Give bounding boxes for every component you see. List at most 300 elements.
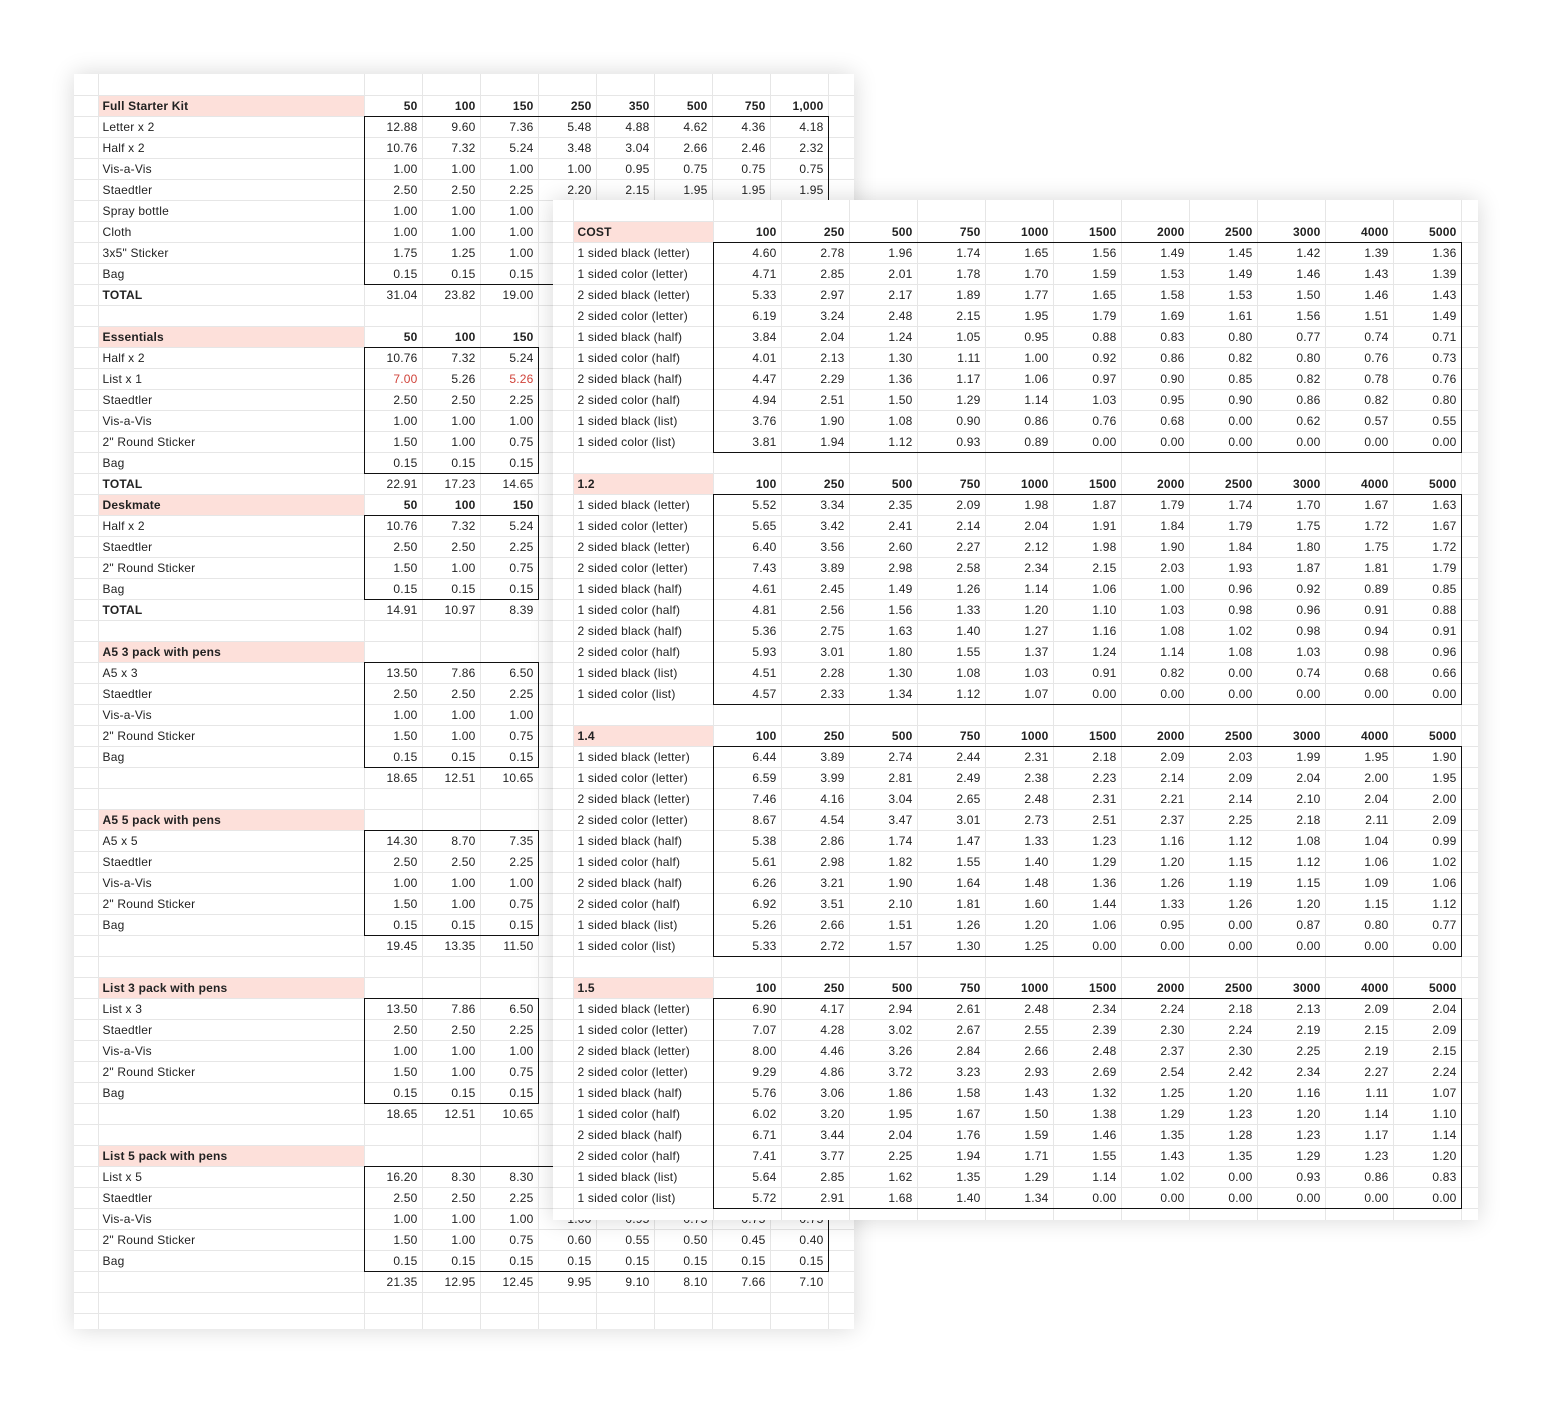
value-cell[interactable]: 0.89 <box>1325 578 1393 599</box>
value-cell[interactable]: 2.50 <box>364 1187 422 1208</box>
value-cell[interactable]: 2.18 <box>1053 746 1121 767</box>
value-cell[interactable]: 1.47 <box>917 830 985 851</box>
value-cell[interactable]: 0.15 <box>770 1250 828 1271</box>
value-cell[interactable]: 1.08 <box>849 410 917 431</box>
empty-cell[interactable] <box>74 242 98 263</box>
column-header[interactable]: 100 <box>422 326 480 347</box>
empty-cell[interactable] <box>985 704 1053 725</box>
empty-cell[interactable] <box>1053 704 1121 725</box>
empty-cell[interactable] <box>1121 704 1189 725</box>
empty-cell[interactable] <box>828 1250 854 1271</box>
column-header[interactable]: 3000 <box>1257 725 1325 746</box>
empty-cell[interactable] <box>74 158 98 179</box>
value-cell[interactable]: 1.95 <box>712 179 770 200</box>
value-cell[interactable]: 2.01 <box>849 263 917 284</box>
value-cell[interactable]: 2.17 <box>849 284 917 305</box>
empty-cell[interactable] <box>770 74 828 95</box>
column-header[interactable]: 150 <box>480 95 538 116</box>
value-cell[interactable]: 1.23 <box>1053 830 1121 851</box>
value-cell[interactable]: 5.36 <box>713 620 781 641</box>
value-cell[interactable]: 1.02 <box>1121 1166 1189 1187</box>
value-cell[interactable]: 5.38 <box>713 830 781 851</box>
value-cell[interactable]: 2.74 <box>849 746 917 767</box>
empty-cell[interactable] <box>553 494 573 515</box>
total-value[interactable]: 19.45 <box>364 935 422 956</box>
total-value[interactable]: 12.51 <box>422 767 480 788</box>
value-cell[interactable]: 5.26 <box>480 368 538 389</box>
value-cell[interactable]: 1.50 <box>849 389 917 410</box>
empty-cell[interactable] <box>1461 1166 1478 1187</box>
value-cell[interactable]: 8.00 <box>713 1040 781 1061</box>
value-cell[interactable]: 1.14 <box>1121 641 1189 662</box>
value-cell[interactable]: 3.48 <box>538 137 596 158</box>
value-cell[interactable]: 0.00 <box>1189 683 1257 704</box>
value-cell[interactable]: 1.00 <box>422 1229 480 1250</box>
value-cell[interactable]: 1.50 <box>364 1229 422 1250</box>
column-header[interactable]: 4000 <box>1325 473 1393 494</box>
value-cell[interactable]: 1.19 <box>1189 872 1257 893</box>
value-cell[interactable]: 0.86 <box>985 410 1053 431</box>
item-label[interactable]: Half x 2 <box>98 137 364 158</box>
value-cell[interactable]: 2.25 <box>480 179 538 200</box>
empty-cell[interactable] <box>553 767 573 788</box>
value-cell[interactable]: 5.52 <box>713 494 781 515</box>
item-label[interactable]: Vis-a-Vis <box>98 410 364 431</box>
value-cell[interactable]: 0.91 <box>1393 620 1461 641</box>
empty-cell[interactable] <box>74 494 98 515</box>
value-cell[interactable]: 0.80 <box>1325 914 1393 935</box>
value-cell[interactable]: 2.50 <box>422 851 480 872</box>
empty-cell[interactable] <box>849 1208 917 1220</box>
empty-cell[interactable] <box>917 1208 985 1220</box>
value-cell[interactable]: 1.00 <box>538 158 596 179</box>
total-value[interactable]: 22.91 <box>364 473 422 494</box>
value-cell[interactable]: 0.00 <box>1053 431 1121 452</box>
empty-cell[interactable] <box>553 1040 573 1061</box>
empty-cell[interactable] <box>596 74 654 95</box>
value-cell[interactable]: 1.84 <box>1121 515 1189 536</box>
value-cell[interactable]: 0.00 <box>1121 683 1189 704</box>
empty-cell[interactable] <box>553 641 573 662</box>
value-cell[interactable]: 1.17 <box>917 368 985 389</box>
value-cell[interactable]: 0.98 <box>1189 599 1257 620</box>
total-value[interactable]: 19.00 <box>480 284 538 305</box>
value-cell[interactable]: 1.48 <box>985 872 1053 893</box>
empty-cell[interactable] <box>553 1103 573 1124</box>
empty-cell[interactable] <box>828 1292 854 1313</box>
value-cell[interactable]: 1.43 <box>1393 284 1461 305</box>
value-cell[interactable]: 2.85 <box>781 1166 849 1187</box>
value-cell[interactable]: 13.50 <box>364 998 422 1019</box>
total-value[interactable]: 8.10 <box>654 1271 712 1292</box>
value-cell[interactable]: 1.63 <box>849 620 917 641</box>
empty-cell[interactable] <box>74 935 98 956</box>
total-value[interactable]: 11.50 <box>480 935 538 956</box>
value-cell[interactable]: 2.29 <box>781 368 849 389</box>
value-cell[interactable]: 13.50 <box>364 662 422 683</box>
value-cell[interactable]: 0.00 <box>1393 683 1461 704</box>
value-cell[interactable]: 0.95 <box>1121 389 1189 410</box>
value-cell[interactable]: 0.98 <box>1325 641 1393 662</box>
value-cell[interactable]: 1.06 <box>1393 872 1461 893</box>
value-cell[interactable]: 0.96 <box>1189 578 1257 599</box>
value-cell[interactable]: 2.34 <box>1053 998 1121 1019</box>
value-cell[interactable]: 2.24 <box>1189 1019 1257 1040</box>
value-cell[interactable]: 1.98 <box>1053 536 1121 557</box>
value-cell[interactable]: 1.00 <box>422 725 480 746</box>
value-cell[interactable]: 3.89 <box>781 557 849 578</box>
value-cell[interactable]: 1.00 <box>422 1208 480 1229</box>
section-title[interactable]: Deskmate <box>98 494 364 515</box>
value-cell[interactable]: 2.00 <box>1393 788 1461 809</box>
empty-cell[interactable] <box>422 788 480 809</box>
value-cell[interactable]: 2.09 <box>1121 746 1189 767</box>
value-cell[interactable]: 1.40 <box>985 851 1053 872</box>
value-cell[interactable]: 1.26 <box>917 578 985 599</box>
empty-cell[interactable] <box>1461 998 1478 1019</box>
item-label[interactable]: 1 sided black (half) <box>573 578 713 599</box>
empty-cell[interactable] <box>985 452 1053 473</box>
value-cell[interactable]: 0.98 <box>1257 620 1325 641</box>
empty-cell[interactable] <box>985 200 1053 221</box>
value-cell[interactable]: 2.78 <box>781 242 849 263</box>
total-value[interactable]: 10.65 <box>480 1103 538 1124</box>
empty-cell[interactable] <box>1461 1187 1478 1208</box>
empty-cell[interactable] <box>1257 1208 1325 1220</box>
value-cell[interactable]: 0.75 <box>480 557 538 578</box>
value-cell[interactable]: 1.40 <box>917 1187 985 1208</box>
empty-cell[interactable] <box>573 200 713 221</box>
value-cell[interactable]: 1.98 <box>985 494 1053 515</box>
value-cell[interactable]: 3.77 <box>781 1145 849 1166</box>
item-label[interactable]: 1 sided black (list) <box>573 662 713 683</box>
value-cell[interactable]: 1.16 <box>1121 830 1189 851</box>
value-cell[interactable]: 0.00 <box>1393 935 1461 956</box>
value-cell[interactable]: 5.93 <box>713 641 781 662</box>
total-label[interactable]: TOTAL <box>98 284 364 305</box>
value-cell[interactable]: 0.50 <box>654 1229 712 1250</box>
value-cell[interactable]: 2.09 <box>1189 767 1257 788</box>
value-cell[interactable]: 6.40 <box>713 536 781 557</box>
value-cell[interactable]: 3.44 <box>781 1124 849 1145</box>
empty-cell[interactable] <box>480 977 538 998</box>
column-header[interactable]: 500 <box>849 725 917 746</box>
column-header[interactable]: 1500 <box>1053 473 1121 494</box>
empty-cell[interactable] <box>480 74 538 95</box>
value-cell[interactable]: 2.44 <box>917 746 985 767</box>
value-cell[interactable]: 1.39 <box>1393 263 1461 284</box>
empty-cell[interactable] <box>712 1292 770 1313</box>
value-cell[interactable]: 0.86 <box>1257 389 1325 410</box>
empty-cell[interactable] <box>1257 200 1325 221</box>
value-cell[interactable]: 3.06 <box>781 1082 849 1103</box>
value-cell[interactable]: 2.23 <box>1053 767 1121 788</box>
value-cell[interactable]: 0.77 <box>1393 914 1461 935</box>
empty-cell[interactable] <box>74 599 98 620</box>
total-value[interactable]: 9.10 <box>596 1271 654 1292</box>
value-cell[interactable]: 1.94 <box>781 431 849 452</box>
value-cell[interactable]: 1.30 <box>917 935 985 956</box>
item-label[interactable]: Staedtler <box>98 851 364 872</box>
value-cell[interactable]: 2.41 <box>849 515 917 536</box>
empty-cell[interactable] <box>1461 620 1478 641</box>
value-cell[interactable]: 2.09 <box>1393 809 1461 830</box>
item-label[interactable]: Bag <box>98 452 364 473</box>
value-cell[interactable]: 1.95 <box>849 1103 917 1124</box>
value-cell[interactable]: 1.38 <box>1053 1103 1121 1124</box>
item-label[interactable]: 1 sided black (list) <box>573 914 713 935</box>
empty-cell[interactable] <box>364 788 422 809</box>
value-cell[interactable]: 1.26 <box>1189 893 1257 914</box>
value-cell[interactable]: 0.66 <box>1393 662 1461 683</box>
empty-cell[interactable] <box>553 1061 573 1082</box>
value-cell[interactable]: 0.94 <box>1325 620 1393 641</box>
empty-cell[interactable] <box>553 452 573 473</box>
empty-cell[interactable] <box>553 200 573 221</box>
value-cell[interactable]: 0.15 <box>480 746 538 767</box>
value-cell[interactable]: 2.50 <box>422 179 480 200</box>
value-cell[interactable]: 1.34 <box>849 683 917 704</box>
value-cell[interactable]: 3.01 <box>781 641 849 662</box>
value-cell[interactable]: 1.20 <box>1189 1082 1257 1103</box>
value-cell[interactable]: 2.50 <box>422 1187 480 1208</box>
empty-cell[interactable] <box>1461 536 1478 557</box>
value-cell[interactable]: 0.00 <box>1325 935 1393 956</box>
column-header[interactable]: 2000 <box>1121 473 1189 494</box>
value-cell[interactable]: 4.81 <box>713 599 781 620</box>
value-cell[interactable]: 2.50 <box>364 683 422 704</box>
value-cell[interactable]: 1.65 <box>1053 284 1121 305</box>
value-cell[interactable]: 0.89 <box>985 431 1053 452</box>
item-label[interactable]: 2 sided color (letter) <box>573 557 713 578</box>
value-cell[interactable]: 1.29 <box>1121 1103 1189 1124</box>
empty-cell[interactable] <box>1189 200 1257 221</box>
empty-cell[interactable] <box>74 1019 98 1040</box>
empty-cell[interactable] <box>74 200 98 221</box>
value-cell[interactable]: 4.61 <box>713 578 781 599</box>
empty-cell[interactable] <box>364 641 422 662</box>
empty-cell[interactable] <box>917 200 985 221</box>
value-cell[interactable]: 1.00 <box>364 704 422 725</box>
item-label[interactable]: 1 sided black (half) <box>573 830 713 851</box>
value-cell[interactable]: 2.48 <box>985 998 1053 1019</box>
value-cell[interactable]: 7.07 <box>713 1019 781 1040</box>
value-cell[interactable]: 1.24 <box>849 326 917 347</box>
empty-cell[interactable] <box>849 452 917 473</box>
column-header[interactable]: 100 <box>713 725 781 746</box>
empty-cell[interactable] <box>98 767 364 788</box>
empty-cell[interactable] <box>553 620 573 641</box>
empty-cell[interactable] <box>553 662 573 683</box>
empty-cell[interactable] <box>1461 872 1478 893</box>
empty-cell[interactable] <box>364 74 422 95</box>
value-cell[interactable]: 6.59 <box>713 767 781 788</box>
total-value[interactable]: 18.65 <box>364 1103 422 1124</box>
value-cell[interactable]: 1.33 <box>1121 893 1189 914</box>
item-label[interactable]: Bag <box>98 578 364 599</box>
empty-cell[interactable] <box>1121 1208 1189 1220</box>
value-cell[interactable]: 1.27 <box>985 620 1053 641</box>
empty-cell[interactable] <box>1121 200 1189 221</box>
empty-cell[interactable] <box>781 200 849 221</box>
value-cell[interactable]: 2.25 <box>480 1187 538 1208</box>
value-cell[interactable]: 1.81 <box>1325 557 1393 578</box>
item-label[interactable]: Staedtler <box>98 1019 364 1040</box>
value-cell[interactable]: 2.34 <box>1257 1061 1325 1082</box>
empty-cell[interactable] <box>654 74 712 95</box>
empty-cell[interactable] <box>74 515 98 536</box>
value-cell[interactable]: 1.02 <box>1189 620 1257 641</box>
item-label[interactable]: Letter x 2 <box>98 116 364 137</box>
value-cell[interactable]: 1.89 <box>917 284 985 305</box>
empty-cell[interactable] <box>98 305 364 326</box>
value-cell[interactable]: 2.54 <box>1121 1061 1189 1082</box>
value-cell[interactable]: 0.15 <box>480 914 538 935</box>
empty-cell[interactable] <box>553 935 573 956</box>
empty-cell[interactable] <box>1393 1208 1461 1220</box>
empty-cell[interactable] <box>480 1313 538 1329</box>
empty-cell[interactable] <box>74 116 98 137</box>
value-cell[interactable]: 1.67 <box>1325 494 1393 515</box>
empty-cell[interactable] <box>74 662 98 683</box>
value-cell[interactable]: 0.73 <box>1393 347 1461 368</box>
empty-cell[interactable] <box>1461 494 1478 515</box>
value-cell[interactable]: 5.65 <box>713 515 781 536</box>
value-cell[interactable]: 1.15 <box>1189 851 1257 872</box>
value-cell[interactable]: 1.74 <box>849 830 917 851</box>
value-cell[interactable]: 2.24 <box>1121 998 1189 1019</box>
value-cell[interactable]: 10.76 <box>364 347 422 368</box>
value-cell[interactable]: 2.84 <box>917 1040 985 1061</box>
item-label[interactable]: Vis-a-Vis <box>98 704 364 725</box>
value-cell[interactable]: 2.25 <box>480 683 538 704</box>
value-cell[interactable]: 1.49 <box>849 578 917 599</box>
value-cell[interactable]: 4.54 <box>781 809 849 830</box>
value-cell[interactable]: 1.00 <box>422 893 480 914</box>
value-cell[interactable]: 3.34 <box>781 494 849 515</box>
empty-cell[interactable] <box>1461 1061 1478 1082</box>
value-cell[interactable]: 2.72 <box>781 935 849 956</box>
empty-cell[interactable] <box>1053 1208 1121 1220</box>
item-label[interactable]: 2" Round Sticker <box>98 893 364 914</box>
value-cell[interactable]: 2.39 <box>1053 1019 1121 1040</box>
column-header[interactable]: 1000 <box>985 977 1053 998</box>
empty-cell[interactable] <box>74 221 98 242</box>
value-cell[interactable]: 0.95 <box>1121 914 1189 935</box>
empty-cell[interactable] <box>917 956 985 977</box>
value-cell[interactable]: 8.30 <box>422 1166 480 1187</box>
empty-cell[interactable] <box>98 788 364 809</box>
value-cell[interactable]: 0.85 <box>1189 368 1257 389</box>
value-cell[interactable]: 1.00 <box>422 704 480 725</box>
value-cell[interactable]: 3.76 <box>713 410 781 431</box>
value-cell[interactable]: 1.00 <box>480 158 538 179</box>
value-cell[interactable]: 1.77 <box>985 284 1053 305</box>
value-cell[interactable]: 4.01 <box>713 347 781 368</box>
empty-cell[interactable] <box>1461 662 1478 683</box>
item-label[interactable]: A5 x 3 <box>98 662 364 683</box>
value-cell[interactable]: 2.09 <box>1393 1019 1461 1040</box>
value-cell[interactable]: 2.03 <box>1121 557 1189 578</box>
empty-cell[interactable] <box>985 1208 1053 1220</box>
total-value[interactable]: 31.04 <box>364 284 422 305</box>
value-cell[interactable]: 1.87 <box>1257 557 1325 578</box>
empty-cell[interactable] <box>1053 452 1121 473</box>
value-cell[interactable]: 1.00 <box>422 1061 480 1082</box>
empty-cell[interactable] <box>1461 578 1478 599</box>
value-cell[interactable]: 6.92 <box>713 893 781 914</box>
empty-cell[interactable] <box>1461 326 1478 347</box>
value-cell[interactable]: 0.74 <box>1257 662 1325 683</box>
value-cell[interactable]: 1.30 <box>849 662 917 683</box>
value-cell[interactable]: 0.95 <box>985 326 1053 347</box>
value-cell[interactable]: 4.36 <box>712 116 770 137</box>
empty-cell[interactable] <box>553 809 573 830</box>
value-cell[interactable]: 2.85 <box>781 263 849 284</box>
value-cell[interactable]: 7.35 <box>480 830 538 851</box>
column-header[interactable]: 4000 <box>1325 977 1393 998</box>
value-cell[interactable]: 2.27 <box>917 536 985 557</box>
value-cell[interactable]: 2.10 <box>849 893 917 914</box>
value-cell[interactable]: 0.92 <box>1257 578 1325 599</box>
empty-cell[interactable] <box>1461 1082 1478 1103</box>
value-cell[interactable]: 1.80 <box>1257 536 1325 557</box>
value-cell[interactable]: 2.32 <box>770 137 828 158</box>
item-label[interactable]: 1 sided color (half) <box>573 1103 713 1124</box>
value-cell[interactable]: 1.20 <box>1121 851 1189 872</box>
item-label[interactable]: 1 sided color (letter) <box>573 767 713 788</box>
value-cell[interactable]: 0.76 <box>1325 347 1393 368</box>
value-cell[interactable]: 0.90 <box>1121 368 1189 389</box>
value-cell[interactable]: 1.16 <box>1053 620 1121 641</box>
value-cell[interactable]: 0.15 <box>364 452 422 473</box>
value-cell[interactable]: 3.02 <box>849 1019 917 1040</box>
value-cell[interactable]: 3.21 <box>781 872 849 893</box>
column-header[interactable]: 2000 <box>1121 221 1189 242</box>
item-label[interactable]: Vis-a-Vis <box>98 158 364 179</box>
value-cell[interactable]: 1.35 <box>1121 1124 1189 1145</box>
empty-cell[interactable] <box>364 1145 422 1166</box>
value-cell[interactable]: 0.60 <box>538 1229 596 1250</box>
value-cell[interactable]: 1.99 <box>1257 746 1325 767</box>
value-cell[interactable]: 4.28 <box>781 1019 849 1040</box>
total-label[interactable]: TOTAL <box>98 599 364 620</box>
value-cell[interactable]: 1.64 <box>917 872 985 893</box>
value-cell[interactable]: 1.33 <box>985 830 1053 851</box>
value-cell[interactable]: 4.57 <box>713 683 781 704</box>
value-cell[interactable]: 2.25 <box>1257 1040 1325 1061</box>
value-cell[interactable]: 2.04 <box>1325 788 1393 809</box>
empty-cell[interactable] <box>74 389 98 410</box>
value-cell[interactable]: 2.81 <box>849 767 917 788</box>
value-cell[interactable]: 1.40 <box>917 620 985 641</box>
value-cell[interactable]: 1.12 <box>849 431 917 452</box>
empty-cell[interactable] <box>849 200 917 221</box>
empty-cell[interactable] <box>74 725 98 746</box>
column-header[interactable]: 1000 <box>985 221 1053 242</box>
value-cell[interactable]: 3.42 <box>781 515 849 536</box>
value-cell[interactable]: 1.14 <box>1053 1166 1121 1187</box>
value-cell[interactable]: 5.26 <box>422 368 480 389</box>
empty-cell[interactable] <box>538 74 596 95</box>
value-cell[interactable]: 1.17 <box>1325 1124 1393 1145</box>
value-cell[interactable]: 0.86 <box>1325 1166 1393 1187</box>
empty-cell[interactable] <box>1461 1124 1478 1145</box>
value-cell[interactable]: 1.33 <box>917 599 985 620</box>
value-cell[interactable]: 1.80 <box>849 641 917 662</box>
empty-cell[interactable] <box>1461 977 1478 998</box>
item-label[interactable]: Bag <box>98 914 364 935</box>
